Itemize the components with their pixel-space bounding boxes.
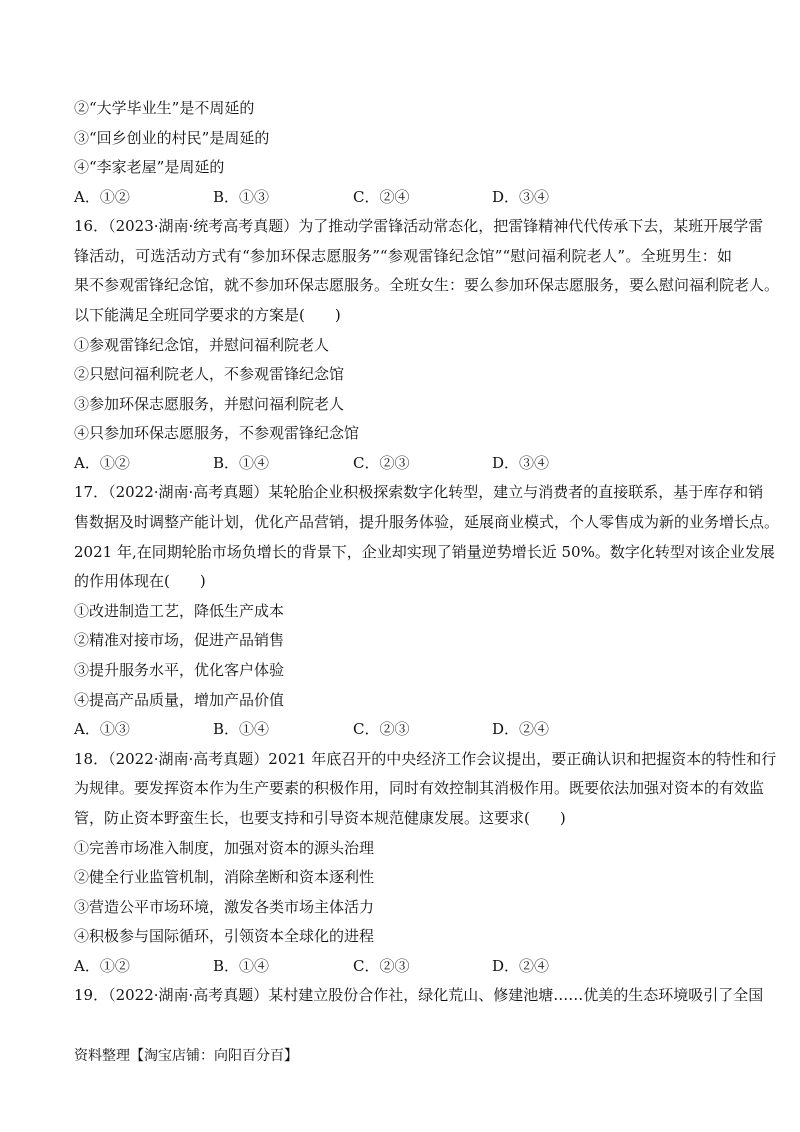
q17-stem-line-1: 17．（2022·湖南·高考真题）某轮胎企业积极探索数字化转型，建立与消费者的直接联系，基于库存和销: [74, 483, 764, 501]
option-b: B．①④: [213, 454, 270, 472]
option-c: C．②③: [353, 957, 410, 975]
option-d: D．②④: [492, 957, 550, 975]
q16-statement-1: ①参观雷锋纪念馆，并慰问福利院老人: [74, 336, 330, 354]
q17-statement-1: ①改进制造工艺，降低生产成本: [74, 602, 285, 620]
q17-stem-line-4: 的作用体现在( ): [74, 572, 206, 590]
option-a: A．①③: [74, 720, 130, 738]
prev-statement-4: ④“李家老屋”是周延的: [74, 158, 225, 176]
q17-options: [74, 719, 732, 739]
prev-options: [74, 187, 732, 207]
q16-statement-4: ④只参加环保志愿服务，不参观雷锋纪念馆: [74, 424, 360, 442]
option-c: C．②④: [353, 188, 410, 206]
q16-stem-line-2: 锋活动，可选活动方式有“参加环保志愿服务”“参观雷锋纪念馆”“慰问福利院老人”。全班男生：如: [74, 247, 732, 265]
q17-statement-2: ②精准对接市场，促进产品销售: [74, 631, 285, 649]
prev-statement-3: ③“回乡创业的村民”是周延的: [74, 129, 270, 147]
q18-stem-line-3: 管，防止资本野蛮生长，也要支持和引导资本规范健康发展。这要求( ): [74, 809, 566, 827]
q16-statement-2: ②只慰问福利院老人，不参观雷锋纪念馆: [74, 365, 345, 383]
option-a: A．①②: [74, 188, 130, 206]
q18-stem-line-2: 为规律。要发挥资本作为生产要素的积极作用，同时有效控制其消极作用。既要依法加强对资本的有效监: [74, 779, 765, 797]
q18-statement-3: ③营造公平市场环境，激发各类市场主体活力: [74, 898, 375, 916]
option-c: C．②③: [353, 454, 410, 472]
q16-options: [74, 453, 732, 473]
page-footer: 资料整理【淘宝店铺：向阳百分百】: [74, 1048, 298, 1064]
q18-statement-2: ②健全行业监管机制，消除垄断和资本逐利性: [74, 868, 375, 886]
prev-statement-2: ②“大学毕业生”是不周延的: [74, 99, 255, 117]
q17-statement-3: ③提升服务水平，优化客户体验: [74, 661, 285, 679]
option-b: B．①④: [213, 720, 270, 738]
q16-stem-line-1: 16．（2023·湖南·统考高考真题）为了推动学雷锋活动常态化，把雷锋精神代代传承下去，某班开展学雷: [74, 217, 764, 235]
option-a: A．①②: [74, 957, 130, 975]
option-b: B．①③: [213, 188, 270, 206]
option-d: D．②④: [492, 720, 550, 738]
option-b: B．①④: [213, 957, 270, 975]
q18-statement-1: ①完善市场准入制度，加强对资本的源头治理: [74, 839, 375, 857]
q17-stem-line-2: 售数据及时调整产能计划，优化产品营销，提升服务体验，延展商业模式，个人零售成为新的业务增长点。: [74, 513, 780, 531]
q19-stem-line-1: 19．（2022·湖南·高考真题）某村建立股份合作社，绿化荒山、修建池塘……优美的生态环境吸引了全国: [74, 986, 764, 1004]
q16-statement-3: ③参加环保志愿服务，并慰问福利院老人: [74, 395, 345, 413]
option-a: A．①②: [74, 454, 130, 472]
q18-options: [74, 956, 732, 976]
q16-stem-line-4: 以下能满足全班同学要求的方案是( ): [74, 306, 341, 324]
q16-stem-line-3: 果不参观雷锋纪念馆，就不参加环保志愿服务。全班女生：要么参加环保志愿服务，要么慰问福利院老人。: [74, 276, 780, 294]
q18-statement-4: ④积极参与国际循环，引领资本全球化的进程: [74, 927, 375, 945]
option-d: D．③④: [492, 454, 550, 472]
q17-statement-4: ④提高产品质量，增加产品价值: [74, 691, 285, 709]
q17-stem-line-3: 2021 年,在同期轮胎市场负增长的背景下，企业却实现了销量逆势增长近 50%。数字化转型对该企业发展: [74, 543, 775, 561]
option-d: D．③④: [492, 188, 550, 206]
option-c: C．②③: [353, 720, 410, 738]
q18-stem-line-1: 18．（2022·湖南·高考真题）2021 年底召开的中央经济工作会议提出，要正确认识和把握资本的特性和行: [74, 750, 777, 768]
